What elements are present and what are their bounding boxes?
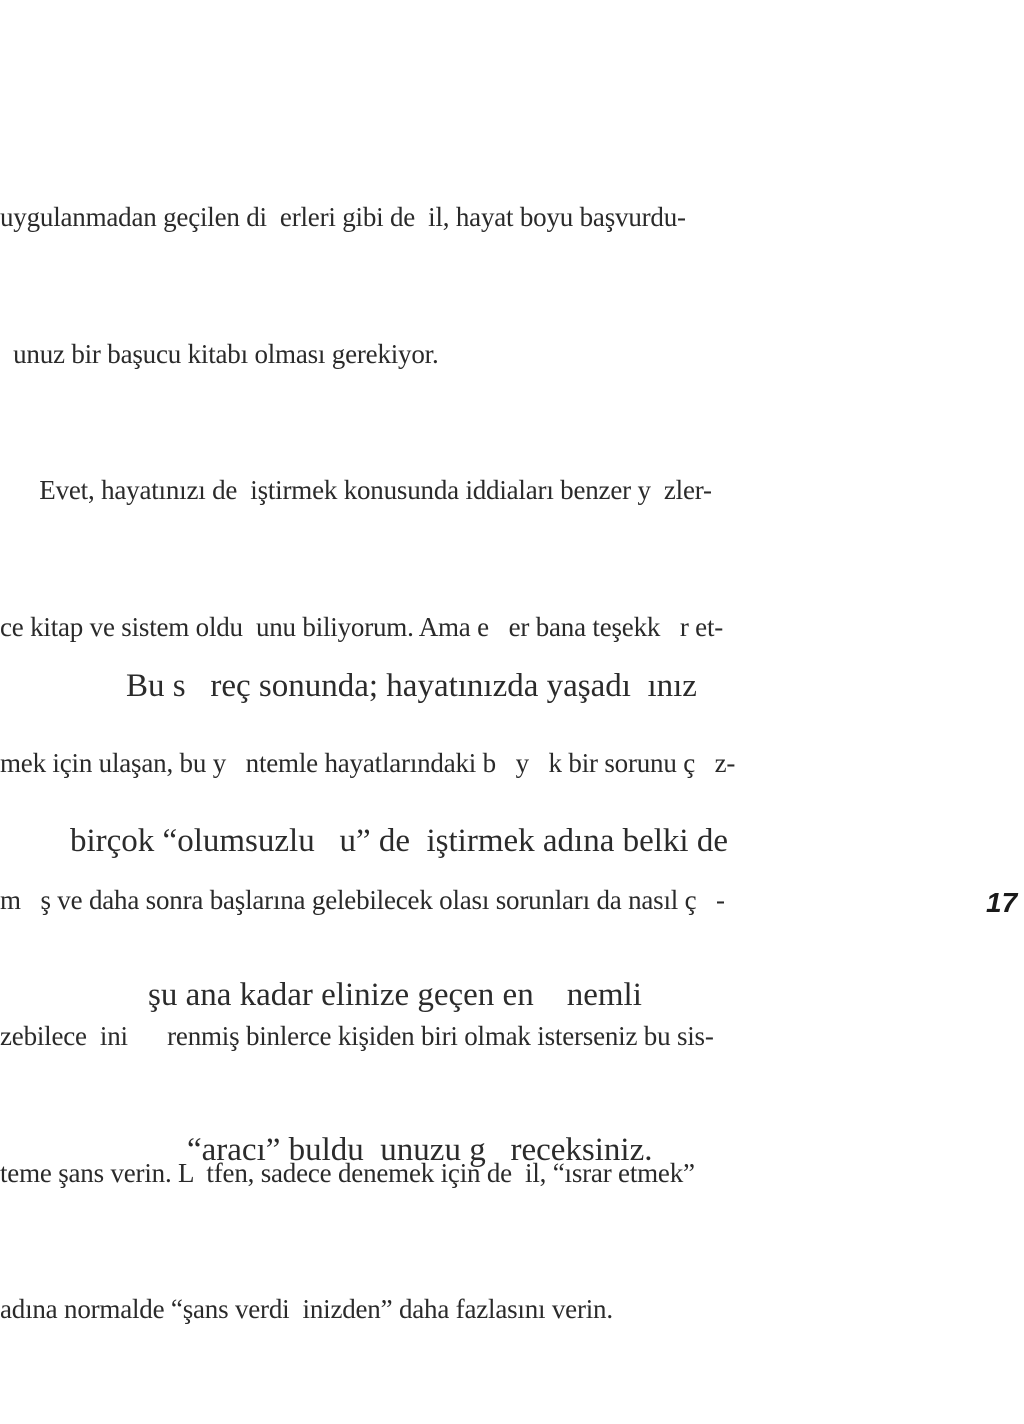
body-line: m ş ve daha sonra başlarına gelebilecek olası sorunları da nasıl ç - <box>0 884 725 915</box>
quote-line: Bu s reç sonunda; hayatınızda yaşadı ınız <box>126 668 697 704</box>
body-line: adına normalde “şans verdi inizden” daha fazlasını verin. <box>0 1294 613 1324</box>
quote-line: şu ana kadar elinize geçen en nemli <box>148 977 642 1013</box>
quote-line: “aracı” buldu unuzu g receksiniz. <box>187 1131 653 1168</box>
quote-line: birçok “olumsuzlu u” de iştirmek adına belki de <box>70 822 728 859</box>
body-line: mek için ulaşan, bu y ntemle hayatlarındaki b y k bir sorunu ç z- <box>0 748 736 778</box>
pull-quote <box>0 558 984 1279</box>
body-line: uygulanmadan geçilen di erleri gibi de il, hayat boyu başvurdu- <box>0 202 686 232</box>
body-line: zebilece ini renmiş binlerce kişiden biri olmak isterseniz bu sis- <box>0 1021 714 1051</box>
body-line: ce kitap ve sistem oldu unu biliyorum. Ama e er bana teşekk r et- <box>0 611 724 642</box>
page-number: 17 <box>986 887 1018 918</box>
body-line: Evet, hayatınızı de iştirmek konusunda iddiaları benzer y zler- <box>0 475 712 505</box>
body-line: teme şans verin. L tfen, sadece denemek için de il, “ısrar etmek” <box>0 1157 695 1188</box>
body-line: unuz bir başucu kitabı olması gerekiyor. <box>0 338 439 369</box>
